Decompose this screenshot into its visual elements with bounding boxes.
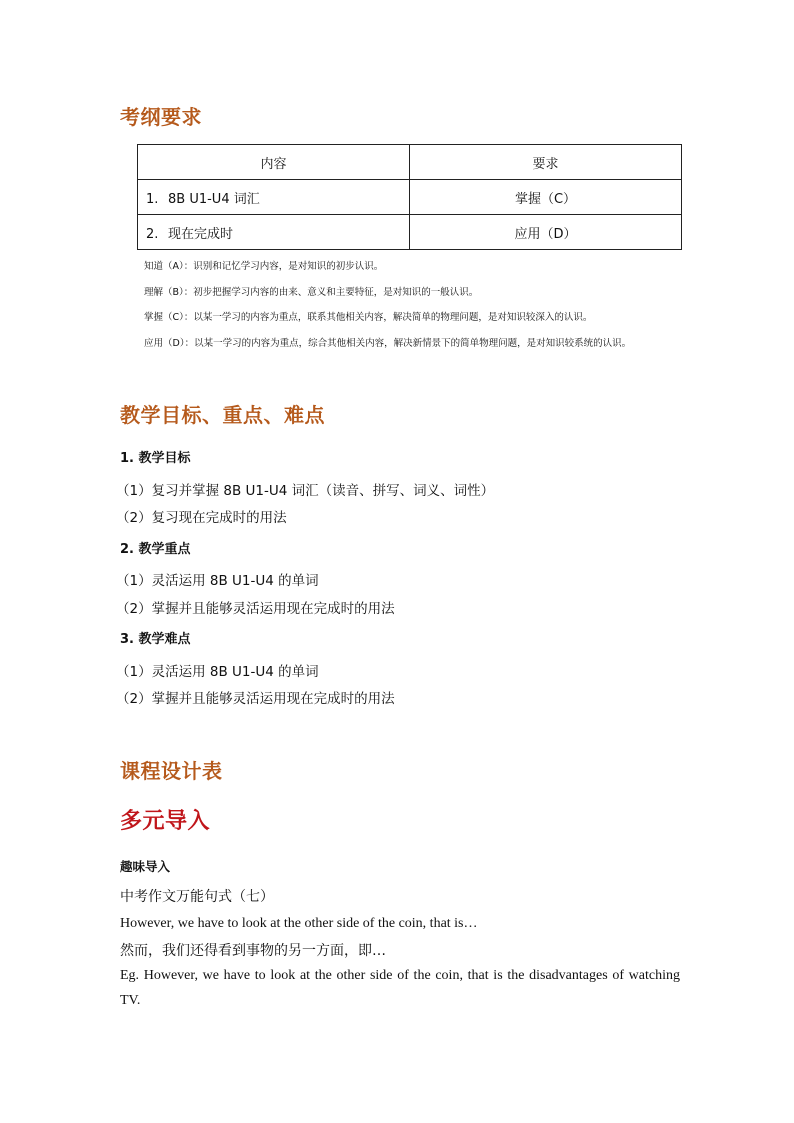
table-cell-requirement: 应用（D） (410, 215, 682, 250)
section-title-objectives: 教学目标、重点、难点 (120, 403, 325, 427)
table-cell-content (138, 215, 410, 250)
intro-line: 然而，我们还得看到事物的另一方面，即… (120, 943, 386, 959)
legend-master: 掌握（C）：以某一学习的内容为重点，联系其他相关内容，解决简单的物理问题，是对知识较深入的认识。 (144, 312, 593, 323)
difficulty-item: （2）掌握并且能够灵活运用现在完成时的用法 (116, 691, 395, 707)
table-row (138, 215, 682, 250)
table-row (138, 180, 682, 215)
legend-understand: 理解（B）：初步把握学习内容的由来、意义和主要特征，是对知识的一般认识。 (144, 287, 479, 298)
difficulty-heading: 3. 教学难点 (120, 632, 191, 647)
table-header-content: 内容 (138, 145, 410, 180)
table-header-row (138, 145, 682, 180)
objective-item: （2）复习现在完成时的用法 (116, 510, 287, 526)
intro-line: 中考作文万能句式（七） (120, 889, 274, 905)
row-content: 现在完成时 (168, 226, 234, 242)
table-cell-requirement: 掌握（C） (410, 180, 682, 215)
key-point-item: （1）灵活运用 8B U1-U4 的单词 (116, 573, 319, 589)
table-cell-content (138, 180, 410, 215)
legend-apply: 应用（D）：以某一学习的内容为重点，综合其他相关内容，解决新情景下的简单物理问题，是对知识较系统的认识。 (144, 338, 632, 349)
legend-know: 知道（A）：识别和记忆学习内容，是对知识的初步认识。 (144, 261, 384, 272)
requirements-table (137, 144, 682, 250)
key-point-heading: 2. 教学重点 (120, 542, 191, 557)
objective-item: （1）复习并掌握 8B U1-U4 词汇（读音、拼写、词义、词性） (116, 483, 495, 499)
section-title-intro: 多元导入 (120, 809, 211, 834)
intro-subtitle: 趣味导入 (120, 859, 171, 874)
difficulty-item: （1）灵活运用 8B U1-U4 的单词 (116, 664, 319, 680)
section-title-course-design: 课程设计表 (120, 759, 223, 783)
key-point-item: （2）掌握并且能够灵活运用现在完成时的用法 (116, 601, 395, 617)
intro-example: Eg. However, we have to look at the other side of the coin, that is the disadvantages of watching TV. (120, 968, 680, 1008)
table-header-requirement: 要求 (410, 145, 682, 180)
section-title-exam-requirements: 考纲要求 (120, 105, 202, 129)
row-number: 2. (146, 226, 159, 242)
row-number: 1. (146, 191, 159, 207)
row-content: 8B U1-U4 词汇 (168, 191, 260, 207)
intro-line: However, we have to look at the other side of the coin, that is… (120, 916, 478, 931)
objective-heading: 1. 教学目标 (120, 451, 191, 466)
